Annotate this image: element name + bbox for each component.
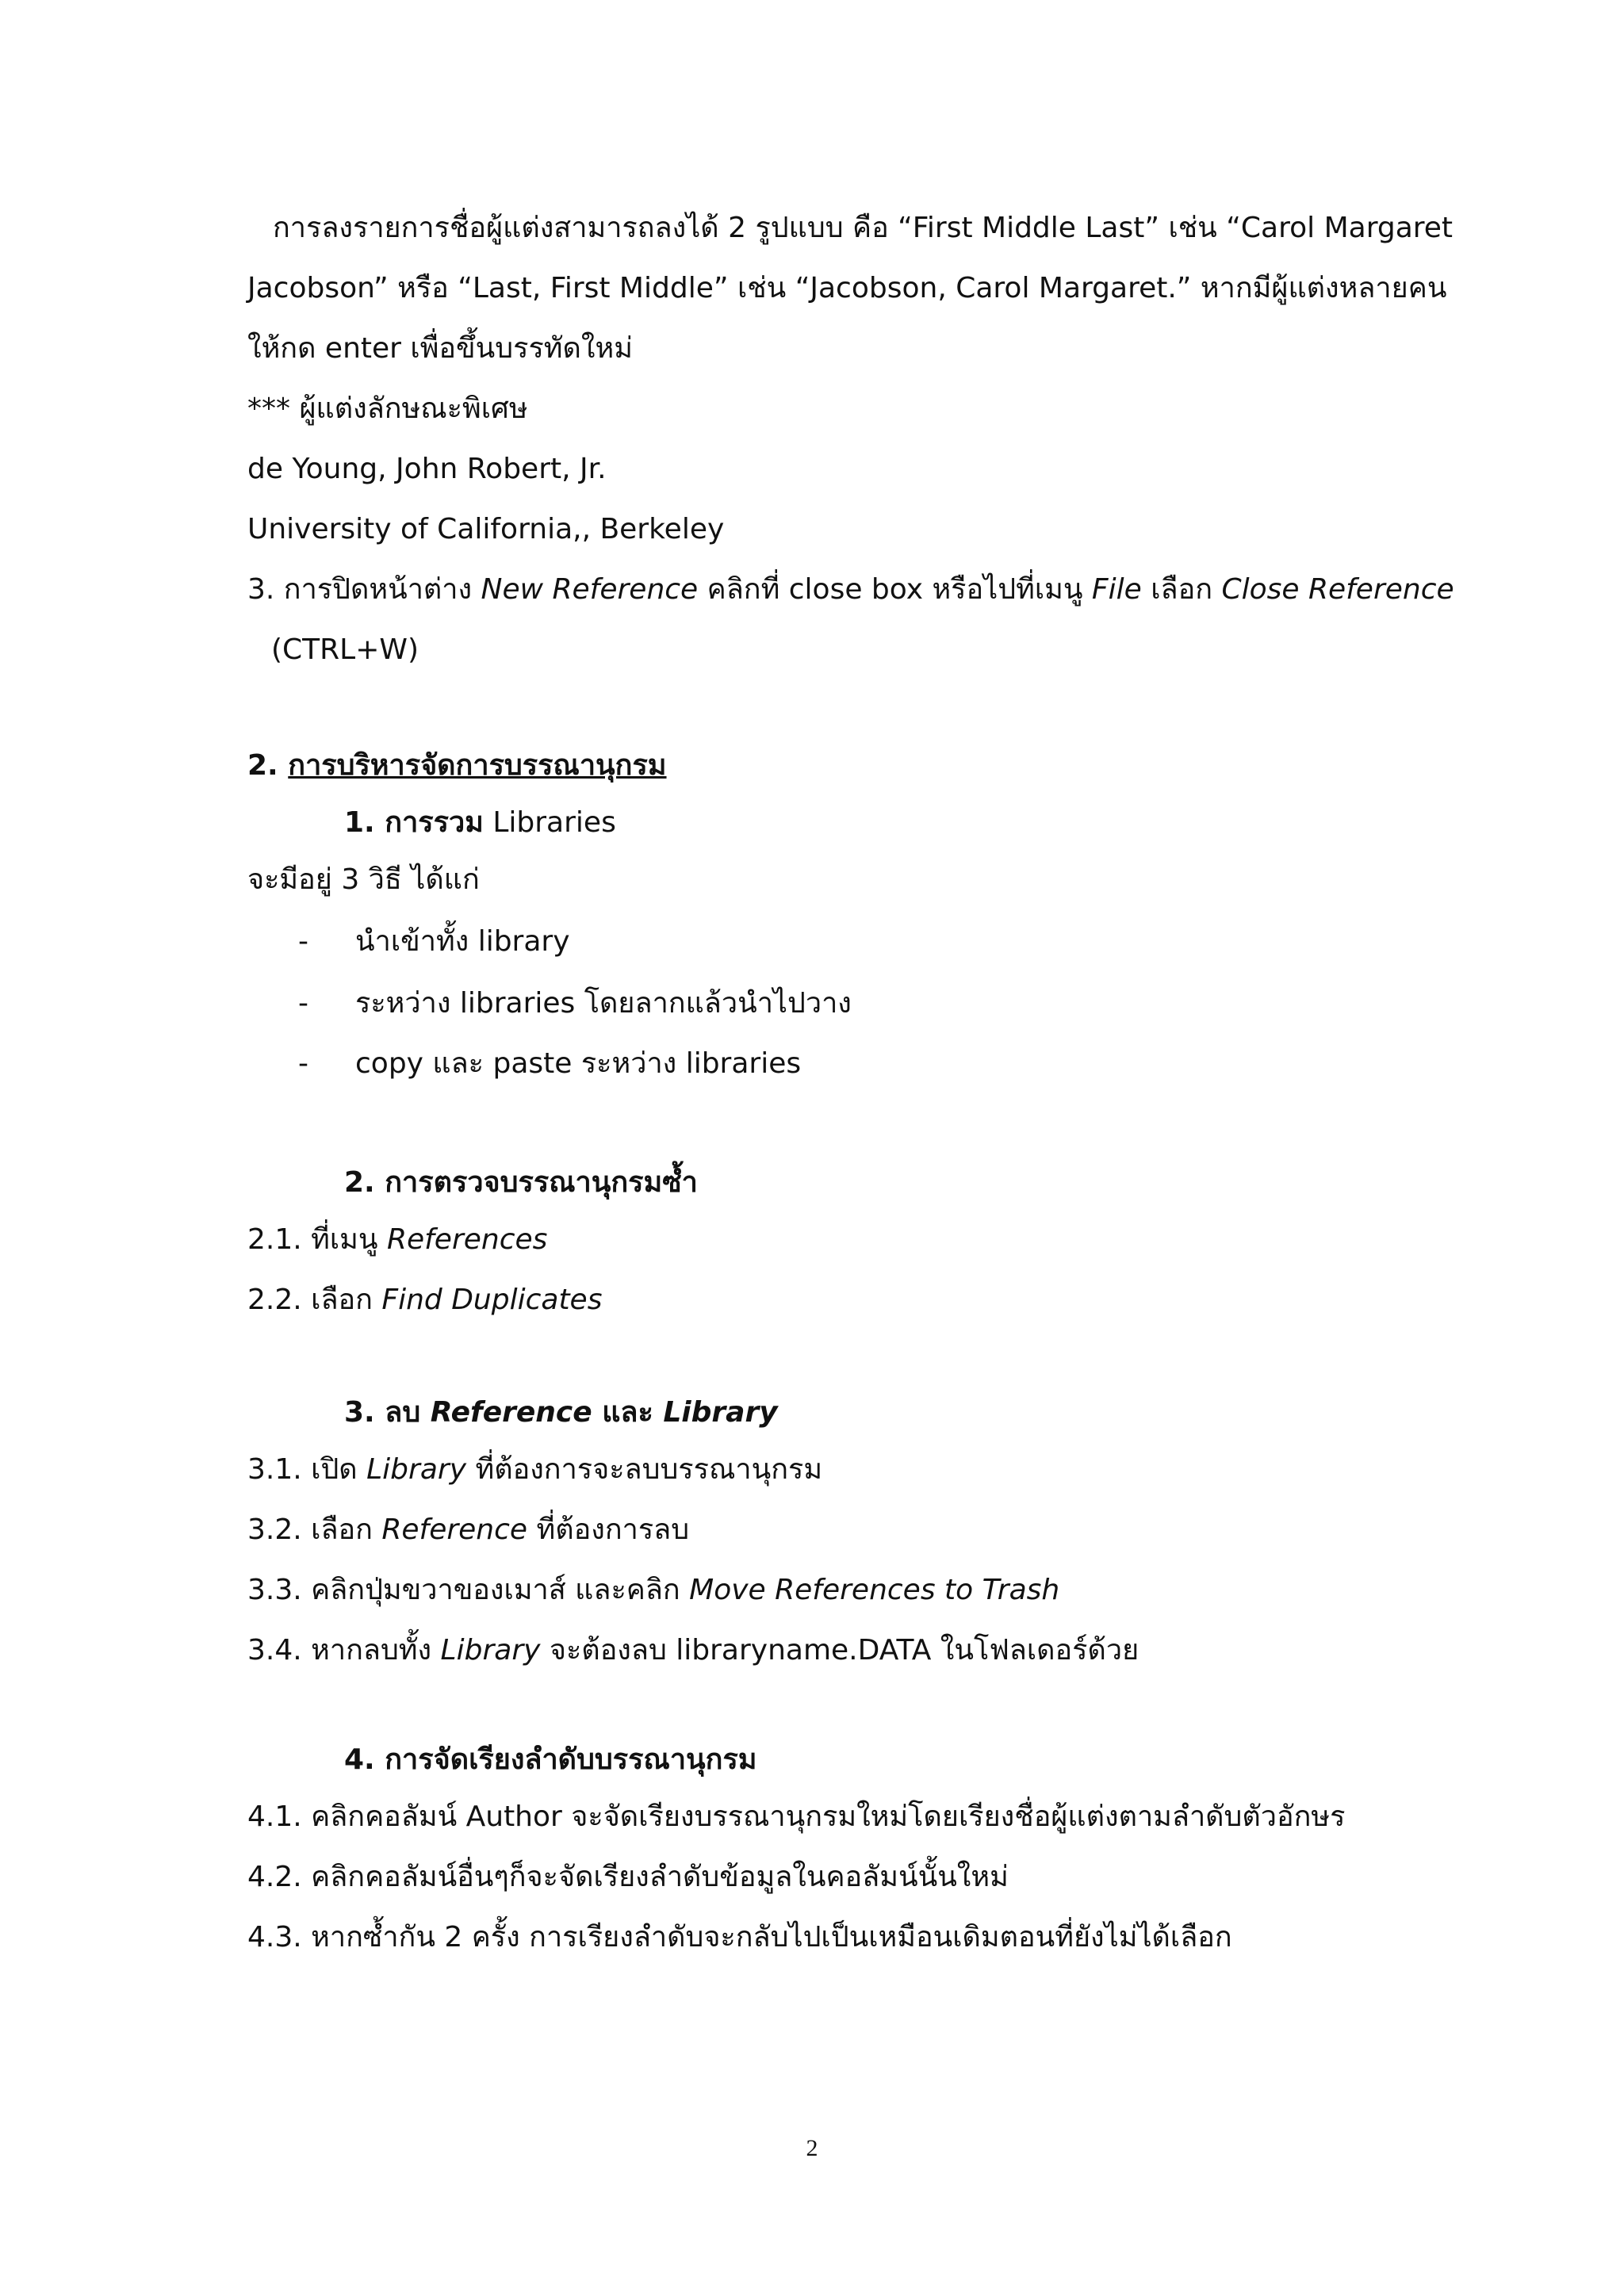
intro-line-2: Jacobson” หรือ “Last, First Middle” เช่น “Jacobson, Carol Margaret.” หากมีผู้แต่งหลายคน xyxy=(247,272,1447,304)
sub-1-title: การรวม xyxy=(385,806,484,839)
list-item-text: copy และ paste ระหว่าง libraries xyxy=(355,1047,802,1080)
list-dash: - xyxy=(298,1047,308,1080)
sub-3-step-1 xyxy=(247,1451,822,1489)
sub-3-step-1-rest: ที่ต้องการจะลบบรรณานุกรม xyxy=(466,1453,823,1486)
sub-3-step-1-prefix: 3.1. เปิด xyxy=(247,1453,367,1486)
sub-2-step-2-command: Find Duplicates xyxy=(381,1284,603,1316)
sub-3-step-4-prefix: 3.4. หากลบทั้ง xyxy=(247,1634,441,1667)
intro-line-1: การลงรายการชื่อผู้แต่งสามารถลงได้ 2 รูปแบบ คือ “First Middle Last” เช่น “Carol Margaret xyxy=(273,212,1454,244)
list-dash: - xyxy=(298,987,308,1020)
list-dash: - xyxy=(298,925,308,958)
sub-4-step-1: 4.1. คลิกคอลัมน์ Author จะจัดเรียงบรรณานุกรมใหม่โดยเรียงชื่อผู้แต่งตามลำดับตัวอักษร xyxy=(247,1800,1346,1833)
list-item-text: นำเข้าทั้ง library xyxy=(355,925,570,958)
sub-3-step-1-italic: Library xyxy=(366,1453,467,1486)
sub-1-number: 1. xyxy=(344,806,385,839)
close-mid-1: คลิกที่ close box หรือไปที่เมนู xyxy=(698,573,1092,606)
special-author-example-2: University of California,, Berkeley xyxy=(247,513,725,545)
section-2-title: การบริหารจัดการบรรณานุกรม xyxy=(288,749,667,782)
intro-line-3: ให้กด enter เพื่อขึ้นบรรทัดใหม่ xyxy=(247,332,633,365)
section-2-number: 2. xyxy=(247,749,289,782)
sub-3-step-4-italic: Library xyxy=(440,1634,541,1667)
section-2-heading xyxy=(247,747,667,785)
close-mid-2: เลือก xyxy=(1141,573,1222,606)
sub-3-step-4-rest: จะต้องลบ libraryname.DATA ในโฟลเดอร์ด้วย xyxy=(540,1634,1139,1667)
close-shortcut: (CTRL+W) xyxy=(271,633,419,666)
sub-3-number: 3. ลบ xyxy=(344,1396,431,1429)
sub-3-step-2-italic: Reference xyxy=(381,1513,528,1546)
special-author-heading: *** ผู้แต่งลักษณะพิเศษ xyxy=(247,392,528,425)
sub-3-step-3-italic: Move References to Trash xyxy=(689,1574,1060,1606)
sub-1-libraries: Libraries xyxy=(483,806,616,839)
sub-1-intro: จะมีอยู่ 3 วิธี ได้แก่ xyxy=(247,863,480,896)
sub-2-step-2-prefix: 2.2. เลือก xyxy=(247,1284,382,1316)
sub-2-step-1-prefix: 2.1. ที่เมนู xyxy=(247,1223,387,1256)
close-file-menu: File xyxy=(1091,573,1142,606)
close-reference: Close Reference xyxy=(1221,573,1454,606)
special-author-example-1: de Young, John Robert, Jr. xyxy=(247,453,607,485)
list-item-text: ระหว่าง libraries โดยลากแล้วนำไปวาง xyxy=(355,987,852,1020)
sub-3-reference: Reference xyxy=(430,1396,592,1429)
sub-1-heading xyxy=(344,804,616,842)
sub-2-step-2 xyxy=(247,1281,602,1319)
sub-2-heading: 2. การตรวจบรรณานุกรมซ้ำ xyxy=(344,1166,698,1199)
sub-3-step-2-rest: ที่ต้องการลบ xyxy=(527,1513,690,1546)
sub-3-step-2-prefix: 3.2. เลือก xyxy=(247,1513,382,1546)
sub-3-heading xyxy=(344,1394,778,1432)
sub-3-library: Library xyxy=(663,1396,778,1429)
sub-3-step-3 xyxy=(247,1571,1059,1609)
sub-4-step-3: 4.3. หากซ้ำกัน 2 ครั้ง การเรียงลำดับจะกลับไปเป็นเหมือนเดิมตอนที่ยังไม่ได้เลือก xyxy=(247,1921,1232,1954)
sub-2-step-1 xyxy=(247,1221,547,1259)
sub-4-step-2: 4.2. คลิกคอลัมน์อื่นๆก็จะจัดเรียงลำดับข้อมูลในคอลัมน์นั้นใหม่ xyxy=(247,1861,1009,1893)
close-new-reference: New Reference xyxy=(481,573,699,606)
close-prefix: 3. การปิดหน้าต่าง xyxy=(247,573,481,606)
close-window-instruction xyxy=(247,571,1454,609)
sub-2-step-1-menu: References xyxy=(386,1223,548,1256)
sub-3-step-2 xyxy=(247,1511,689,1549)
sub-3-step-3-prefix: 3.3. คลิกปุ่มขวาของเมาส์ และคลิก xyxy=(247,1574,690,1606)
sub-4-heading: 4. การจัดเรียงลำดับบรรณานุกรม xyxy=(344,1743,757,1776)
sub-3-step-4 xyxy=(247,1632,1139,1670)
sub-3-and: และ xyxy=(592,1396,664,1429)
page-number: 2 xyxy=(806,2135,818,2161)
